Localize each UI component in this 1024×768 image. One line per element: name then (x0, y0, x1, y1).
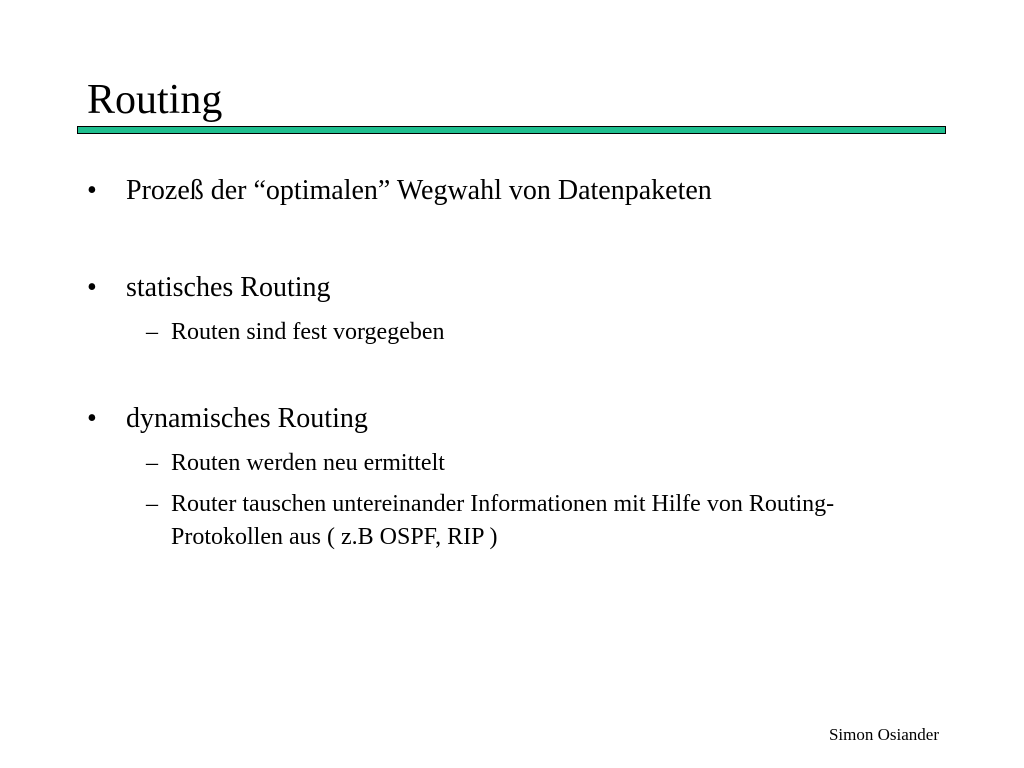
bullet-text: dynamisches Routing (126, 403, 368, 434)
sub-bullet-text: Router tauschen untereinander Informationen mit Hilfe von Routing-Protokollen aus ( z.B OSPF, RIP ) (171, 491, 835, 550)
dash-marker: – (146, 319, 158, 345)
bullet-marker: • (87, 272, 97, 303)
sub-bullet-text: Routen sind fest vorgegeben (171, 319, 445, 345)
footer-author: Simon Osiander (828, 725, 939, 744)
slide-title: Routing (87, 77, 223, 123)
bullet-marker: • (87, 403, 97, 434)
dash-marker: – (146, 491, 158, 517)
bullet-marker: • (87, 175, 97, 206)
sub-bullet-text: Routen werden neu ermittelt (171, 450, 445, 476)
bullet-text: Prozeß der “optimalen” Wegwahl von Datenpaketen (126, 175, 712, 206)
dash-marker: – (146, 450, 158, 476)
bullet-text: statisches Routing (126, 272, 331, 303)
